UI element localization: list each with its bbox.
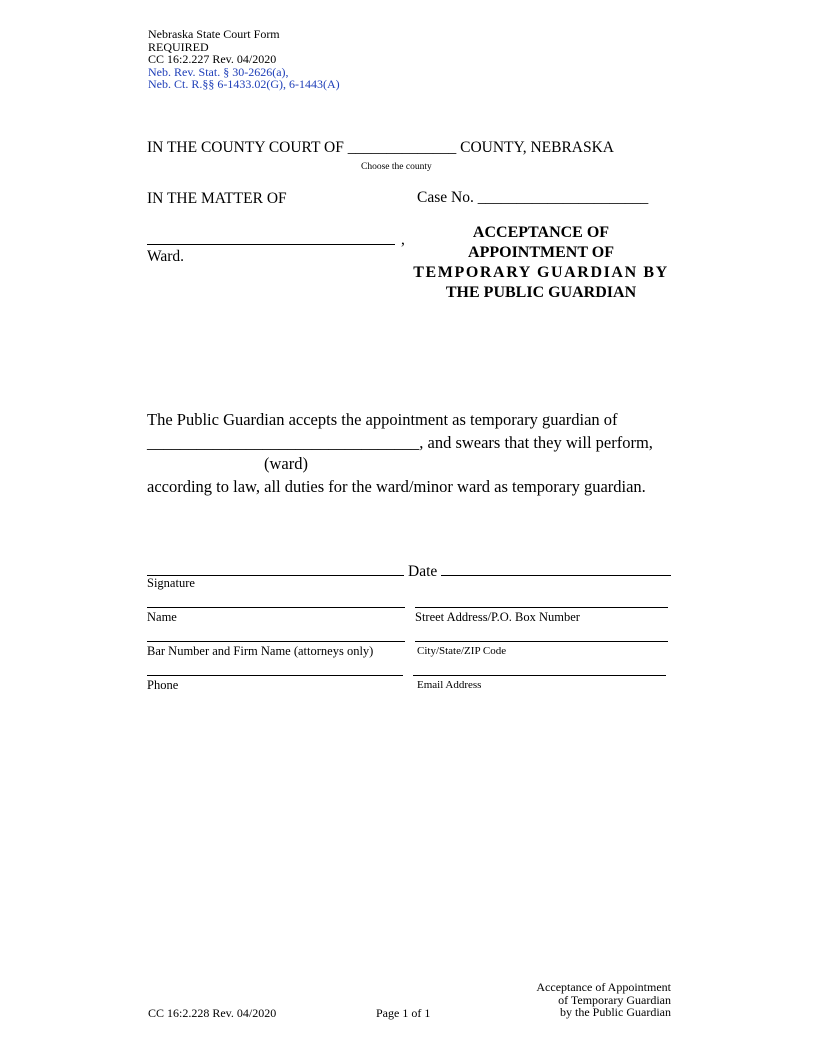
- signature-label: Signature: [147, 576, 195, 590]
- footer-title-line-2: of Temporary Guardian: [558, 992, 671, 1007]
- ward-comma: ,: [401, 231, 405, 248]
- name-label: Name: [147, 610, 177, 624]
- footer-form-number: CC 16:2.228 Rev. 04/2020: [148, 1006, 277, 1020]
- form-source: Nebraska State Court Form: [148, 27, 280, 41]
- bar-number-label: Bar Number and Firm Name (attorneys only): [147, 644, 374, 658]
- acceptance-text-3: according to law, all duties for the ward/minor ward as temporary guardian.: [147, 477, 646, 496]
- name-field[interactable]: [147, 607, 405, 608]
- form-number: CC 16:2.227 Rev. 04/2020: [148, 52, 277, 66]
- court-prefix: IN THE COUNTY COURT OF: [147, 139, 344, 156]
- county-field[interactable]: ______________: [347, 139, 457, 156]
- title-line-1: ACCEPTANCE OF: [472, 224, 610, 241]
- footer-page-number: Page 1 of 1: [376, 1006, 431, 1020]
- form-required: REQUIRED: [148, 39, 209, 54]
- date-field[interactable]: [441, 575, 671, 576]
- court-rule-link[interactable]: Neb. Ct. R.§§ 6-1433.02(G), 6-1443(A): [148, 77, 340, 91]
- ward-label: Ward.: [147, 248, 185, 265]
- phone-label: Phone: [147, 678, 179, 692]
- court-suffix: COUNTY, NEBRASKA: [460, 139, 614, 156]
- bar-number-field[interactable]: [147, 641, 405, 642]
- date-label: Date: [408, 563, 438, 580]
- ward-hint: (ward): [264, 454, 308, 473]
- phone-field[interactable]: [147, 675, 403, 676]
- acceptance-text-1: The Public Guardian accepts the appointment as temporary guardian of: [147, 410, 618, 429]
- footer-title: [536, 981, 671, 1019]
- case-number-label: Case No.: [417, 189, 474, 206]
- city-state-zip-label: City/State/ZIP Code: [417, 645, 507, 657]
- street-field[interactable]: [415, 607, 668, 608]
- footer-title-line-1: Acceptance of Appointment: [536, 980, 671, 994]
- acceptance-text-2: [147, 433, 653, 453]
- street-label: Street Address/P.O. Box Number: [415, 610, 580, 624]
- ward-blank-field[interactable]: _________________________________: [147, 433, 420, 452]
- county-hint: Choose the county: [361, 162, 432, 172]
- acceptance-text-2-rest: , and swears that they will perform,: [419, 433, 653, 452]
- city-state-zip-field[interactable]: [415, 641, 668, 642]
- title-line-4: THE PUBLIC GUARDIAN: [445, 284, 637, 301]
- court-heading: [147, 139, 614, 157]
- case-number: [417, 189, 648, 207]
- matter-label: IN THE MATTER OF: [147, 190, 287, 207]
- email-field[interactable]: [413, 675, 666, 676]
- email-label: Email Address: [417, 679, 482, 691]
- case-number-field[interactable]: ______________________: [477, 189, 649, 206]
- ward-name-field[interactable]: [147, 244, 395, 245]
- statute-link[interactable]: Neb. Rev. Stat. § 30-2626(a),: [148, 64, 289, 79]
- footer-title-line-3: by the Public Guardian: [560, 1005, 671, 1019]
- title-line-3: TEMPORARY GUARDIAN BY: [413, 264, 669, 281]
- document-title: [406, 223, 676, 303]
- title-line-2: APPOINTMENT OF: [468, 244, 614, 261]
